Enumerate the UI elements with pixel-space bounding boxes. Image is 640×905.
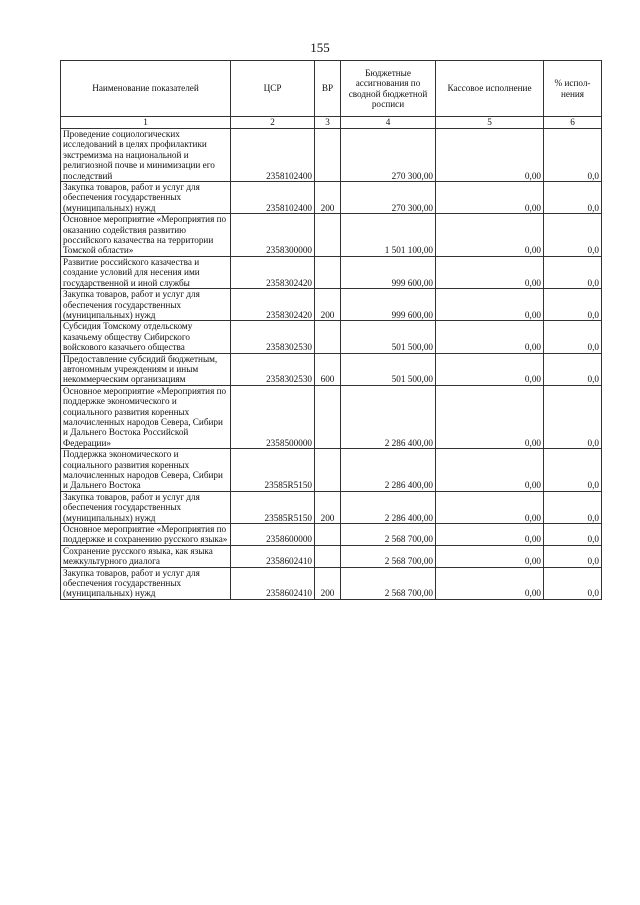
- row-vr: [315, 449, 341, 492]
- row-name: Закупка товаров, работ и услуг для обеспечения государственных (муниципальных) нужд: [61, 289, 231, 321]
- row-cash: 0,00: [436, 524, 544, 546]
- row-csr: 2358600000: [231, 524, 315, 546]
- row-csr: 2358300000: [231, 214, 315, 257]
- header-execution-percent: % испол-нения: [544, 61, 602, 117]
- row-csr: 2358500000: [231, 385, 315, 448]
- header-budget-allocations: Бюджетные ассигнования по сводной бюджетной росписи: [341, 61, 436, 117]
- row-name: Проведение социологических исследований в целях профилактики экстремизма на национальной и религиозной почве и минимизации его последствий: [61, 129, 231, 182]
- row-csr: 2358102400: [231, 129, 315, 182]
- row-cash: 0,00: [436, 321, 544, 353]
- row-budget: 501 500,00: [341, 353, 436, 385]
- row-percent: 0,0: [544, 545, 602, 567]
- row-name: Основное мероприятие «Мероприятия по поддержке экономического и социального развития коренных малочисленных народов Севера, Сибири и Дальнего Востока Российской Федерации»: [61, 385, 231, 448]
- row-name: Основное мероприятие «Мероприятия по поддержке и сохранению русского языка»: [61, 524, 231, 546]
- row-budget: 501 500,00: [341, 321, 436, 353]
- row-name: Закупка товаров, работ и услуг для обеспечения государственных (муниципальных) нужд: [61, 567, 231, 599]
- row-budget: 2 568 700,00: [341, 545, 436, 567]
- row-vr: [315, 545, 341, 567]
- row-vr: [315, 129, 341, 182]
- row-budget: 999 600,00: [341, 289, 436, 321]
- row-name: Развитие российского казачества и создание условий для несения ими государственной и иной службы: [61, 256, 231, 288]
- column-number: 1: [61, 117, 231, 129]
- table-row: [61, 491, 602, 523]
- budget-execution-table: [60, 60, 602, 600]
- table-row: [61, 567, 602, 599]
- row-percent: 0,0: [544, 449, 602, 492]
- row-vr: 200: [315, 567, 341, 599]
- row-csr: 2358602410: [231, 545, 315, 567]
- row-vr: 200: [315, 491, 341, 523]
- row-budget: 2 286 400,00: [341, 385, 436, 448]
- row-vr: [315, 385, 341, 448]
- row-percent: 0,0: [544, 524, 602, 546]
- row-budget: 999 600,00: [341, 256, 436, 288]
- table-row: [61, 353, 602, 385]
- row-cash: 0,00: [436, 385, 544, 448]
- table-row: [61, 449, 602, 492]
- row-cash: 0,00: [436, 256, 544, 288]
- row-cash: 0,00: [436, 449, 544, 492]
- row-name: Субсидия Томскому отдельскому казачьему обществу Сибирского войскового казачьего общества: [61, 321, 231, 353]
- row-csr: 2358302530: [231, 321, 315, 353]
- row-name: Предоставление субсидий бюджетным, автономным учреждениям и иным некоммерческим организациям: [61, 353, 231, 385]
- row-cash: 0,00: [436, 214, 544, 257]
- column-number: 5: [436, 117, 544, 129]
- table-row: [61, 214, 602, 257]
- row-budget: 270 300,00: [341, 182, 436, 214]
- table-row: [61, 385, 602, 448]
- row-name: Поддержка экономического и социального развития коренных малочисленных народов Севера, Сибири и Дальнего Востока: [61, 449, 231, 492]
- row-vr: 200: [315, 289, 341, 321]
- header-indicator-name: Наименование показателей: [61, 61, 231, 117]
- row-name: Закупка товаров, работ и услуг для обеспечения государственных (муниципальных) нужд: [61, 491, 231, 523]
- table-row: [61, 545, 602, 567]
- row-cash: 0,00: [436, 545, 544, 567]
- row-budget: 2 568 700,00: [341, 567, 436, 599]
- row-cash: 0,00: [436, 353, 544, 385]
- header-cash-execution: Кассовое исполнение: [436, 61, 544, 117]
- row-cash: 0,00: [436, 289, 544, 321]
- column-number: 3: [315, 117, 341, 129]
- row-percent: 0,0: [544, 353, 602, 385]
- row-csr: 2358102400: [231, 182, 315, 214]
- row-budget: 2 568 700,00: [341, 524, 436, 546]
- row-budget: 2 286 400,00: [341, 491, 436, 523]
- row-cash: 0,00: [436, 491, 544, 523]
- row-percent: 0,0: [544, 182, 602, 214]
- row-budget: 2 286 400,00: [341, 449, 436, 492]
- row-name: Закупка товаров, работ и услуг для обеспечения государственных (муниципальных) нужд: [61, 182, 231, 214]
- table-row: [61, 182, 602, 214]
- table-row: [61, 256, 602, 288]
- row-percent: 0,0: [544, 567, 602, 599]
- table-row: [61, 289, 602, 321]
- row-budget: 1 501 100,00: [341, 214, 436, 257]
- row-csr: 23585R5150: [231, 449, 315, 492]
- row-csr: 23585R5150: [231, 491, 315, 523]
- row-percent: 0,0: [544, 256, 602, 288]
- row-percent: 0,0: [544, 385, 602, 448]
- header-csr: ЦСР: [231, 61, 315, 117]
- header-vr: ВР: [315, 61, 341, 117]
- row-cash: 0,00: [436, 129, 544, 182]
- row-csr: 2358302530: [231, 353, 315, 385]
- column-numbering-row: [61, 117, 602, 129]
- row-cash: 0,00: [436, 567, 544, 599]
- row-budget: 270 300,00: [341, 129, 436, 182]
- table-row: [61, 524, 602, 546]
- row-percent: 0,0: [544, 491, 602, 523]
- row-csr: 2358302420: [231, 256, 315, 288]
- table-row: [61, 321, 602, 353]
- row-percent: 0,0: [544, 289, 602, 321]
- row-vr: [315, 256, 341, 288]
- row-percent: 0,0: [544, 214, 602, 257]
- row-vr: [315, 214, 341, 257]
- row-csr: 2358602410: [231, 567, 315, 599]
- column-number: 6: [544, 117, 602, 129]
- row-vr: [315, 321, 341, 353]
- column-number: 4: [341, 117, 436, 129]
- row-name: Основное мероприятие «Мероприятия по оказанию содействия развитию российского казачества на территории Томской области»: [61, 214, 231, 257]
- page-number: 155: [310, 40, 330, 55]
- row-percent: 0,0: [544, 129, 602, 182]
- column-number: 2: [231, 117, 315, 129]
- row-name: Сохранение русского языка, как языка межкультурного диалога: [61, 545, 231, 567]
- row-csr: 2358302420: [231, 289, 315, 321]
- table-row: [61, 129, 602, 182]
- row-vr: [315, 524, 341, 546]
- row-cash: 0,00: [436, 182, 544, 214]
- row-vr: 200: [315, 182, 341, 214]
- row-vr: 600: [315, 353, 341, 385]
- row-percent: 0,0: [544, 321, 602, 353]
- table-header-row: [61, 61, 602, 117]
